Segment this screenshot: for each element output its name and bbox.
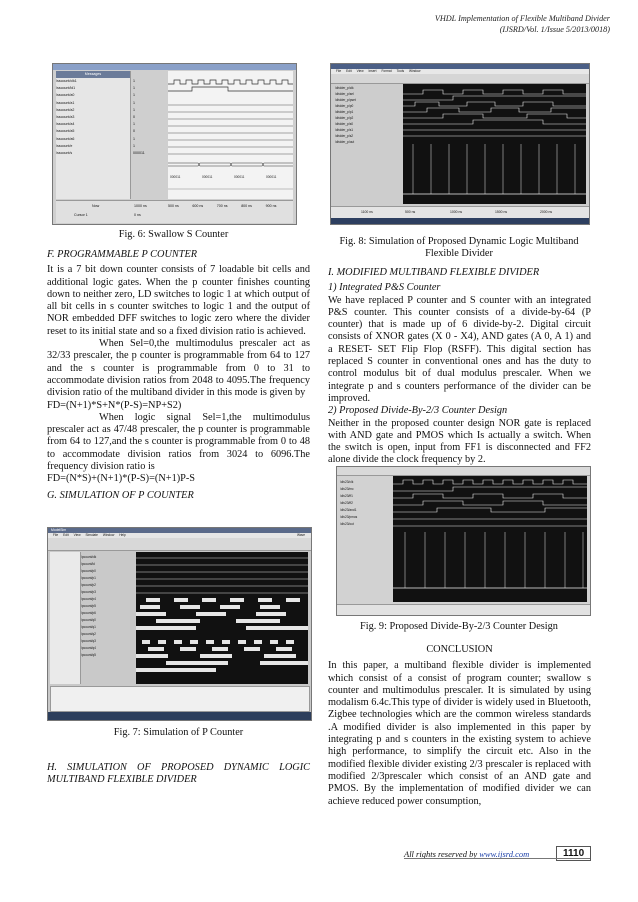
page-footer (404, 846, 590, 862)
figure-7-p-counter-simulation (47, 527, 312, 721)
fig6-time-tick: 600 ns (192, 204, 204, 208)
fig6-time-tick: 800 ns (241, 204, 252, 208)
section-f-paragraph-1: It is a 7 bit down counter consists of 7 loadable bit cells and additional logic gates. When the p counter finishes counting down to neither zero, LD switches to logic 1 at which output of all bit cells in s counter switches to logic 1 and the output of NOR embedded DFF switches to logic zero where the divider reset to its initial state and so a fixed division ratio is achieved. (47, 264, 310, 337)
fig8-signal-name: /divider_p/sel (335, 92, 354, 96)
fig7-signal-name: /pcount/p1 (81, 576, 96, 580)
fig8-menu-item[interactable]: Window (409, 69, 421, 73)
fig6-signal-value: 1 (133, 136, 135, 141)
fig6-signal-value: 1 (133, 100, 135, 105)
section-g-heading: G. SIMULATION OF P COUNTER (47, 489, 194, 501)
fig7-signal-name: /pcount/p6 (81, 611, 96, 615)
fig9-caption: Fig. 9: Proposed Divide-By-2/3 Counter Design (360, 621, 558, 632)
fig9-waveform (393, 476, 587, 602)
fig6-bus-value: 000011 (234, 175, 245, 179)
fig8-time-tick: 500 ns (405, 210, 416, 214)
fig6-bus-value: 000011 (266, 175, 277, 179)
fig7-signal-name: /pcount/p3 (81, 590, 96, 594)
fig6-signal-name: /sscount/s (56, 151, 73, 156)
fig6-time-tick: 900 ns (265, 204, 277, 208)
fig6-signal-value: 1 (133, 79, 135, 83)
left-column-upper (47, 249, 310, 502)
section-f-paragraph-3: When logic signal Sel=1,the multimodulus prescaler act as 47/48 prescaler, the p counter is programmable from 64 to 127,and the s counter is programmable from 0 to 48 to accommodate division ratios from 3024 to 6096.The frequency division ratio is (47, 411, 310, 473)
fig8-signal-name: /divider_p/p0 (335, 104, 354, 108)
fig6-signal-name: /sscount/a4 (56, 122, 75, 127)
fig6-signal-values (133, 78, 163, 157)
fig6-signal-name: /sscount/a2 (56, 107, 75, 112)
fig6-time-tick: 500 ns (168, 204, 179, 208)
fig8-caption-line2: Flexible Divider (425, 248, 493, 259)
fig7-signal-name: /pcount/p4 (81, 597, 96, 601)
fig7-signal-names (81, 554, 133, 659)
fig8-now-value: 1100 ns (361, 210, 373, 214)
fig6-bus-value: 000011 (202, 175, 213, 179)
fig8-time-tick: 2000 ns (540, 210, 553, 214)
fig6-signal-value: 0 (133, 129, 135, 134)
fig8-menu-item[interactable]: View (356, 69, 364, 73)
subsection-1-heading: 1) Integrated P&S Counter (328, 282, 441, 294)
fig7-menu-item[interactable]: View (73, 533, 81, 537)
fig7-signal-name: /pcount/clk (81, 555, 97, 559)
subsection-2-paragraph: Neither in the proposed counter design NOR gate is replaced with AND gate and PMOS which Is actually a switch. When the switch is open, input from FF1 is disconnected and FF2 alone divide the clock frequency by 2. (328, 417, 591, 466)
fig8-time-tick: 1000 ns (450, 210, 463, 214)
fig9-signal-name: /div23/mc (340, 487, 354, 491)
fig6-caption: Fig. 6: Swallow S Counter (118, 229, 229, 240)
fig9-signal-name: /div23/and1 (340, 508, 357, 512)
fig6-signal-name: /sscount/clk1 (56, 79, 77, 83)
fig7-menu-item[interactable]: Window (102, 533, 115, 537)
fig6-signal-value: 000011 (133, 151, 145, 156)
fig8-signal-name: /divider_p/s2 (335, 134, 354, 138)
page-number: 1110 (556, 846, 591, 861)
fig8-caption (322, 236, 596, 260)
fig6-signal-name: /sscount/a0 (56, 93, 75, 98)
fig7-signal-name: /pcount/q5 (81, 653, 96, 657)
fig8-menu-item[interactable]: Format (381, 69, 392, 73)
conclusion-block (328, 644, 591, 808)
section-f-equation-2: FD=(N*S)+(N+1)*(P-S)=(N+1)P-S (47, 473, 196, 485)
fig8-waveform (403, 84, 586, 204)
fig6-signal-names (56, 78, 130, 157)
fig8-signal-name: /divider_p/out (335, 140, 355, 144)
fig6-time-axis (168, 204, 290, 210)
fig7-waveform (136, 552, 308, 684)
header-citation: (IJSRD/Vol. 1/Issue 5/2013/0018) (499, 25, 610, 34)
fig7-menu-item[interactable]: Help (119, 533, 126, 537)
fig6-signal-name: /sscount/a5 (56, 129, 75, 134)
fig6-signal-value: 1 (133, 107, 135, 112)
figure-9-divide-by-2-3-counter (336, 466, 591, 616)
fig6-signal-name: /sscount/a1 (56, 100, 75, 105)
fig8-signal-name: /divider_p/p2 (335, 116, 354, 120)
fig9-signal-name: /div23/ff2 (340, 501, 353, 505)
fig6-cursor-value: 0 ns (134, 213, 141, 217)
footer-website-link[interactable]: www.ijsrd.com (479, 849, 530, 859)
fig7-signal-name: /pcount/q4 (81, 646, 96, 650)
fig7-signal-name: /pcount/ld (81, 562, 95, 566)
conclusion-heading: CONCLUSION (426, 644, 493, 655)
section-f-heading: F. PROGRAMMABLE P COUNTER (47, 249, 198, 260)
figure-6-swallow-counter (52, 63, 297, 225)
fig6-signal-value: 1 (133, 143, 135, 148)
right-column-upper (328, 267, 591, 467)
section-h-block (47, 762, 310, 787)
fig6-waveform (168, 71, 293, 199)
fig6-signal-value: 1 (133, 86, 135, 91)
fig6-signal-name: /sscount/e (56, 143, 73, 148)
fig6-time-tick: 700 ns (216, 204, 228, 208)
fig8-signal-name: /divider_p/clk (335, 86, 354, 90)
fig8-time-axis (405, 210, 585, 216)
fig7-signal-name: /pcount/p0 (81, 569, 96, 573)
fig9-signal-name: /div23/ff1 (340, 494, 353, 498)
fig6-messages-header: Messages (56, 71, 130, 78)
fig6-signal-name: /sscount/ld1 (56, 86, 76, 91)
fig9-signal-name: /div23/pmos (340, 515, 358, 519)
fig6-signal-value: 1 (133, 122, 135, 127)
figure-8-dynamic-divider-simulation (330, 63, 590, 225)
fig8-time-tick: 1500 ns (495, 210, 508, 214)
footer-rights-prefix: All rights reserved by (404, 849, 480, 859)
section-f-paragraph-2: When Sel=0,the multimodulus prescaler act as 32/33 prescaler, the p counter is programmable from 64 to 127 and the s counter is programmable from 0 to 31 to accommodate division ratios from 2048 to 4095.The frequency division ratio of the multiband divider in this mode is given by (47, 338, 310, 399)
fig8-signal-name: /divider_p/p1 (335, 110, 354, 114)
fig7-menu-item[interactable]: Simulate (85, 533, 98, 537)
fig9-signal-names (340, 479, 390, 528)
fig6-now-value: 1000 ns (134, 204, 147, 208)
fig8-signal-names (335, 85, 399, 145)
fig9-signal-name: /div23/clk (340, 480, 354, 484)
subsection-1-paragraph: We have replaced P counter and S counter with an integrated P&S counter. This counter consists of a divide-by-64 (P counter) that is made up of 6 divide-by-2. Digital circuit consists of XNOR gates (X 0 - X4), AND gates (A 0, A 1) and a RESET- SET Flip Flop (RSFF). This digital section has replaced S counter in conventional ones and has the duty to control modulus bit of dual modulus prescaler. When we integrate p and s counters performance of the divider can be improved. (328, 294, 591, 404)
fig7-menu-item[interactable]: File (53, 533, 59, 537)
header-title: VHDL Implementation of Flexible Multiband Divider (434, 14, 610, 23)
fig8-menu-item[interactable]: File (336, 69, 342, 73)
fig6-signal-name: /sscount/a6 (56, 136, 75, 141)
fig7-signal-name: /pcount/q0 (81, 618, 96, 622)
fig7-wave-tab[interactable]: Wave (296, 533, 305, 537)
subsection-2-heading: 2) Proposed Divide-By-2/3 Counter Design (328, 405, 508, 417)
fig8-menu-item[interactable]: Edit (346, 69, 352, 73)
fig7-signal-name: /pcount/p2 (81, 583, 96, 587)
fig6-bus-value: 000011 (170, 175, 181, 179)
fig6-now-label: Now (92, 204, 100, 208)
fig8-signal-name: /divider_p/s1 (335, 128, 354, 132)
fig8-signal-name: /divider_p/s0 (335, 122, 354, 126)
running-header (435, 13, 610, 35)
fig7-signal-name: /pcount/q1 (81, 625, 96, 629)
fig7-signal-name: /pcount/p5 (81, 604, 96, 608)
fig8-menu-item[interactable]: Tools (396, 69, 405, 73)
fig7-caption: Fig. 7: Simulation of P Counter (113, 727, 244, 738)
fig6-signal-value: 1 (133, 93, 135, 98)
fig6-signal-name: /sscount/a3 (56, 115, 75, 120)
fig7-signal-name: /pcount/q2 (81, 632, 96, 636)
fig9-signal-name: /div23/out (340, 522, 354, 526)
conclusion-paragraph: In this paper, a multiband flexible divider is implemented which consist of a consist of program counter; swallow s counter and multimodulus prescaler. It is simulated by using modalism 6.4c.This type of divider is widely used in Bluetooth, Zigbee technologies which are the common wireless standards .A modified divider is also implemented in this paper by integrating p and s counters in the existing system to achieve high performance, to simplify the circuit etc. Also in the modified flexible divider existing 2/3 prescaler is replaced with modified 2/3prescaler which consist of an AND gate and PMOS. By the implementation of modified divider we can achieve reduced power consumption, (328, 660, 591, 807)
fig8-menu-item[interactable]: Insert (368, 69, 377, 73)
fig6-cursor-label: Cursor 1 (74, 213, 88, 217)
fig8-signal-name: /divider_p/pset (335, 98, 356, 102)
fig8-caption-line1: Fig. 8: Simulation of Proposed Dynamic Logic Multiband (339, 236, 579, 247)
fig7-menu-item[interactable]: Edit (63, 533, 69, 537)
section-f-equation-1: FD=(N+1)*S+N*(P-S)=NP+S2) (47, 399, 182, 411)
fig7-title-bar: ModelSim (48, 528, 312, 533)
section-h-heading: H. SIMULATION OF PROPOSED DYNAMIC LOGIC MULTIBAND FLEXIBLE DIVIDER (47, 762, 310, 786)
fig6-signal-value: 0 (133, 115, 135, 120)
fig7-signal-name: /pcount/q3 (81, 639, 96, 643)
section-i-heading: I. MODIFIED MULTIBAND FLEXIBLE DIVIDER (328, 267, 540, 278)
